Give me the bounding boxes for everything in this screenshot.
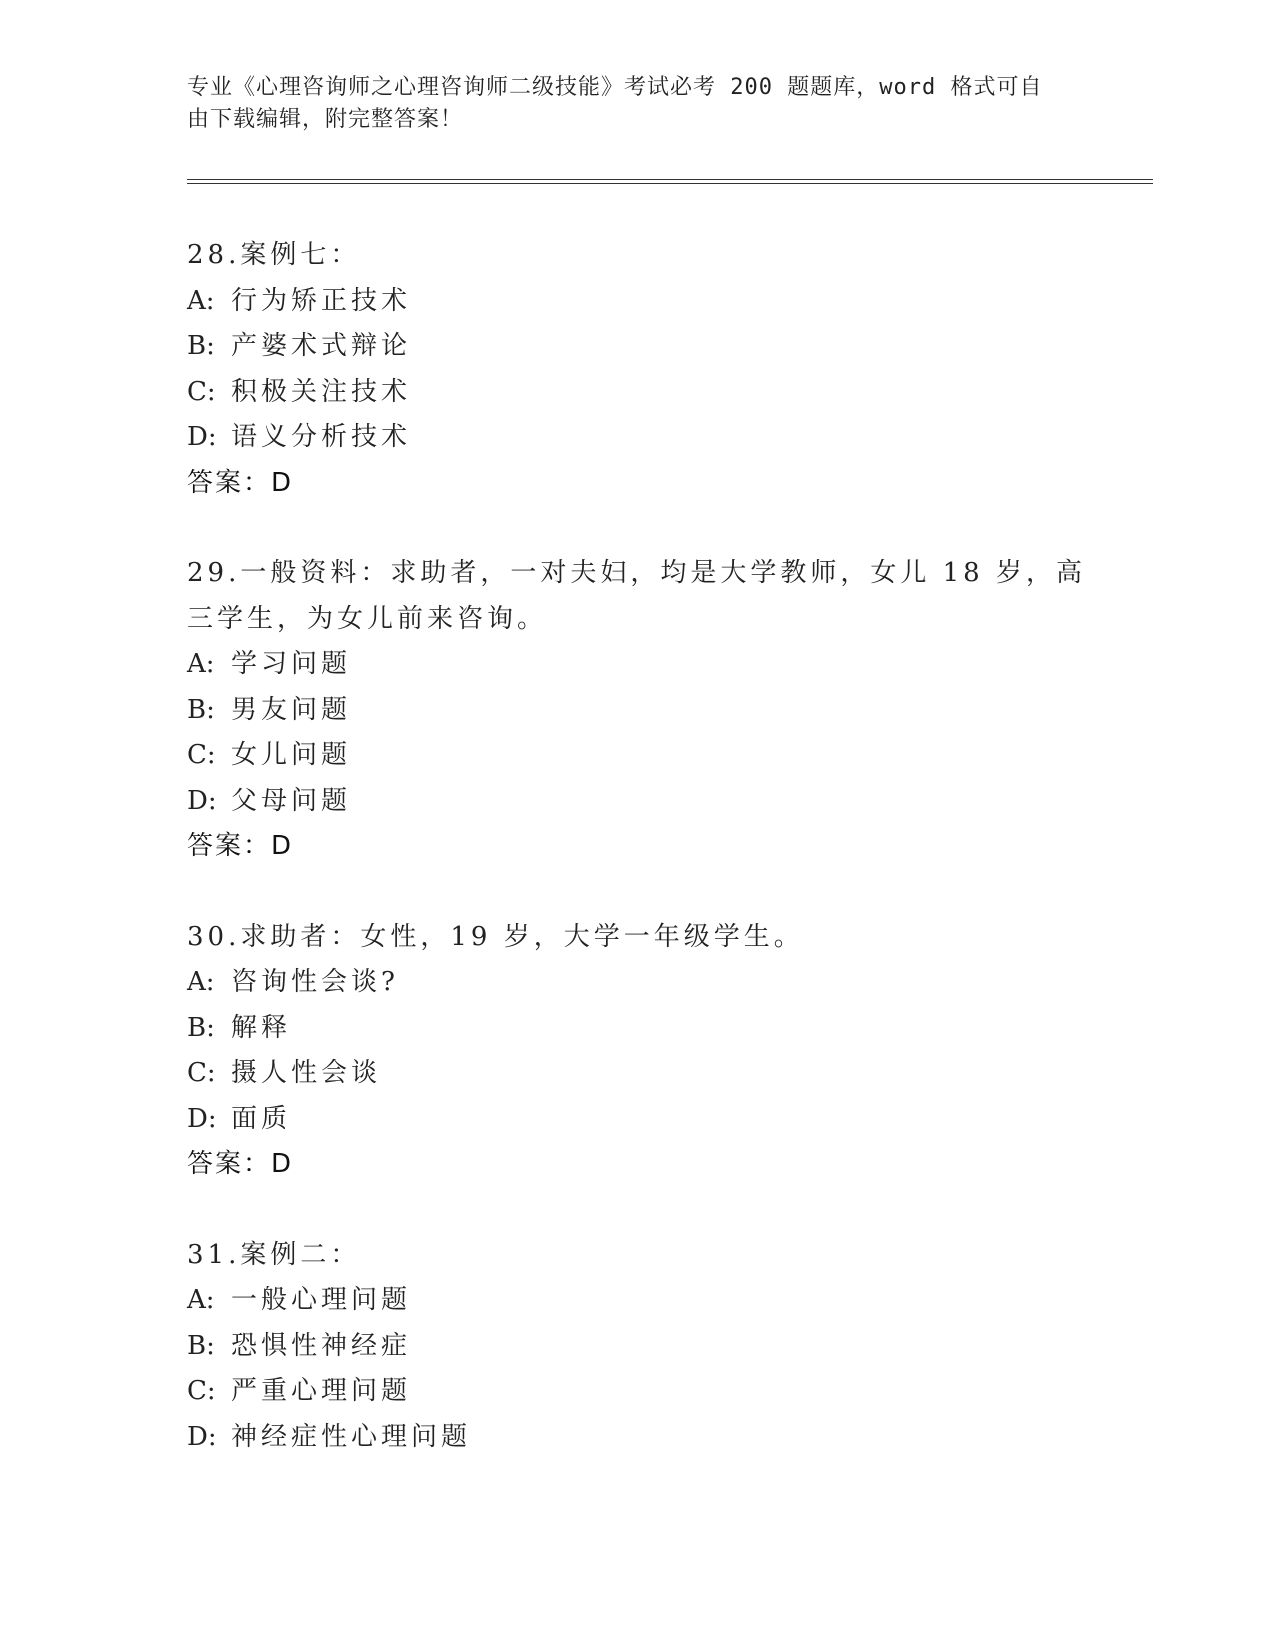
- option-text: 面质: [231, 1103, 292, 1134]
- option-text: 男友问题: [231, 694, 352, 725]
- question-stem: [187, 1233, 1087, 1279]
- option-a: [187, 279, 1087, 325]
- option-c: [187, 733, 1087, 779]
- answer-line: 答案：D: [187, 831, 294, 861]
- option-key: D:: [187, 1421, 217, 1452]
- option-text: 学习问题: [231, 649, 352, 679]
- question-text: 案例二：: [240, 1239, 361, 1270]
- option-d: [187, 1415, 1087, 1461]
- option-key: B:: [187, 331, 215, 361]
- header-line-2: 由下载编辑，附完整答案！: [187, 107, 464, 132]
- document-header: [187, 72, 1087, 136]
- question-30: [187, 915, 1087, 1188]
- option-text: 语义分析技术: [231, 422, 412, 452]
- option-key: A:: [187, 285, 215, 316]
- option-text: 严重心理问题: [231, 1376, 412, 1406]
- question-list: [187, 233, 1087, 1505]
- option-key: D:: [187, 785, 217, 816]
- option-text: 一般心理问题: [231, 1285, 412, 1315]
- option-b: [187, 324, 1087, 370]
- option-key: B:: [187, 694, 215, 725]
- option-key: B:: [187, 1012, 215, 1043]
- option-key: C:: [187, 1376, 216, 1406]
- question-stem: [187, 915, 1087, 961]
- option-key: A:: [187, 649, 215, 679]
- option-a: [187, 1278, 1087, 1324]
- question-28: [187, 233, 1087, 506]
- question-number: 30.: [187, 921, 241, 952]
- question-number: 31.: [187, 1239, 241, 1270]
- option-b: [187, 1006, 1087, 1052]
- option-d: [187, 779, 1087, 825]
- option-key: A:: [187, 967, 215, 997]
- question-number: 28.: [187, 240, 241, 270]
- option-text: 咨询性会谈?: [231, 967, 399, 997]
- option-d: [187, 1097, 1087, 1143]
- question-31: [187, 1233, 1087, 1461]
- option-a: [187, 960, 1087, 1006]
- answer-line: 答案：D: [187, 1149, 294, 1179]
- option-d: [187, 415, 1087, 461]
- option-text: 恐惧性神经症: [231, 1330, 412, 1361]
- option-key: D:: [187, 1103, 217, 1134]
- question-number: 29.: [187, 558, 241, 588]
- option-key: B:: [187, 1330, 215, 1361]
- option-text: 解释: [231, 1012, 292, 1043]
- header-double-rule: [187, 179, 1153, 184]
- question-text: 案例七：: [240, 240, 361, 270]
- option-c: [187, 370, 1087, 416]
- question-text: 一般资料：求助者，一对夫妇，均是大学教师，女儿 18 岁，高三学生，为女儿前来咨询。: [187, 558, 1086, 634]
- option-key: C:: [187, 376, 216, 407]
- option-text: 女儿问题: [231, 740, 352, 770]
- option-c: [187, 1051, 1087, 1097]
- option-text: 产婆术式辩论: [231, 331, 412, 361]
- option-key: C:: [187, 1058, 216, 1088]
- option-text: 神经症性心理问题: [231, 1421, 472, 1452]
- option-key: D:: [187, 422, 217, 452]
- option-key: A:: [187, 1285, 215, 1315]
- option-text: 积极关注技术: [231, 376, 412, 407]
- header-line-1: 专业《心理咨询师之心理咨询师二级技能》考试必考 200 题题库，word 格式可自: [187, 75, 1043, 100]
- question-29: [187, 551, 1087, 870]
- question-stem: [187, 233, 1087, 279]
- option-b: [187, 1324, 1087, 1370]
- answer-line: 答案：D: [187, 467, 294, 498]
- option-text: 父母问题: [231, 785, 352, 816]
- option-a: [187, 642, 1087, 688]
- question-stem: [187, 551, 1087, 642]
- option-b: [187, 688, 1087, 734]
- option-text: 摄人性会谈: [231, 1058, 382, 1088]
- option-key: C:: [187, 740, 216, 770]
- option-c: [187, 1369, 1087, 1415]
- question-text: 求助者：女性，19 岁，大学一年级学生。: [240, 921, 804, 952]
- option-text: 行为矫正技术: [231, 285, 412, 316]
